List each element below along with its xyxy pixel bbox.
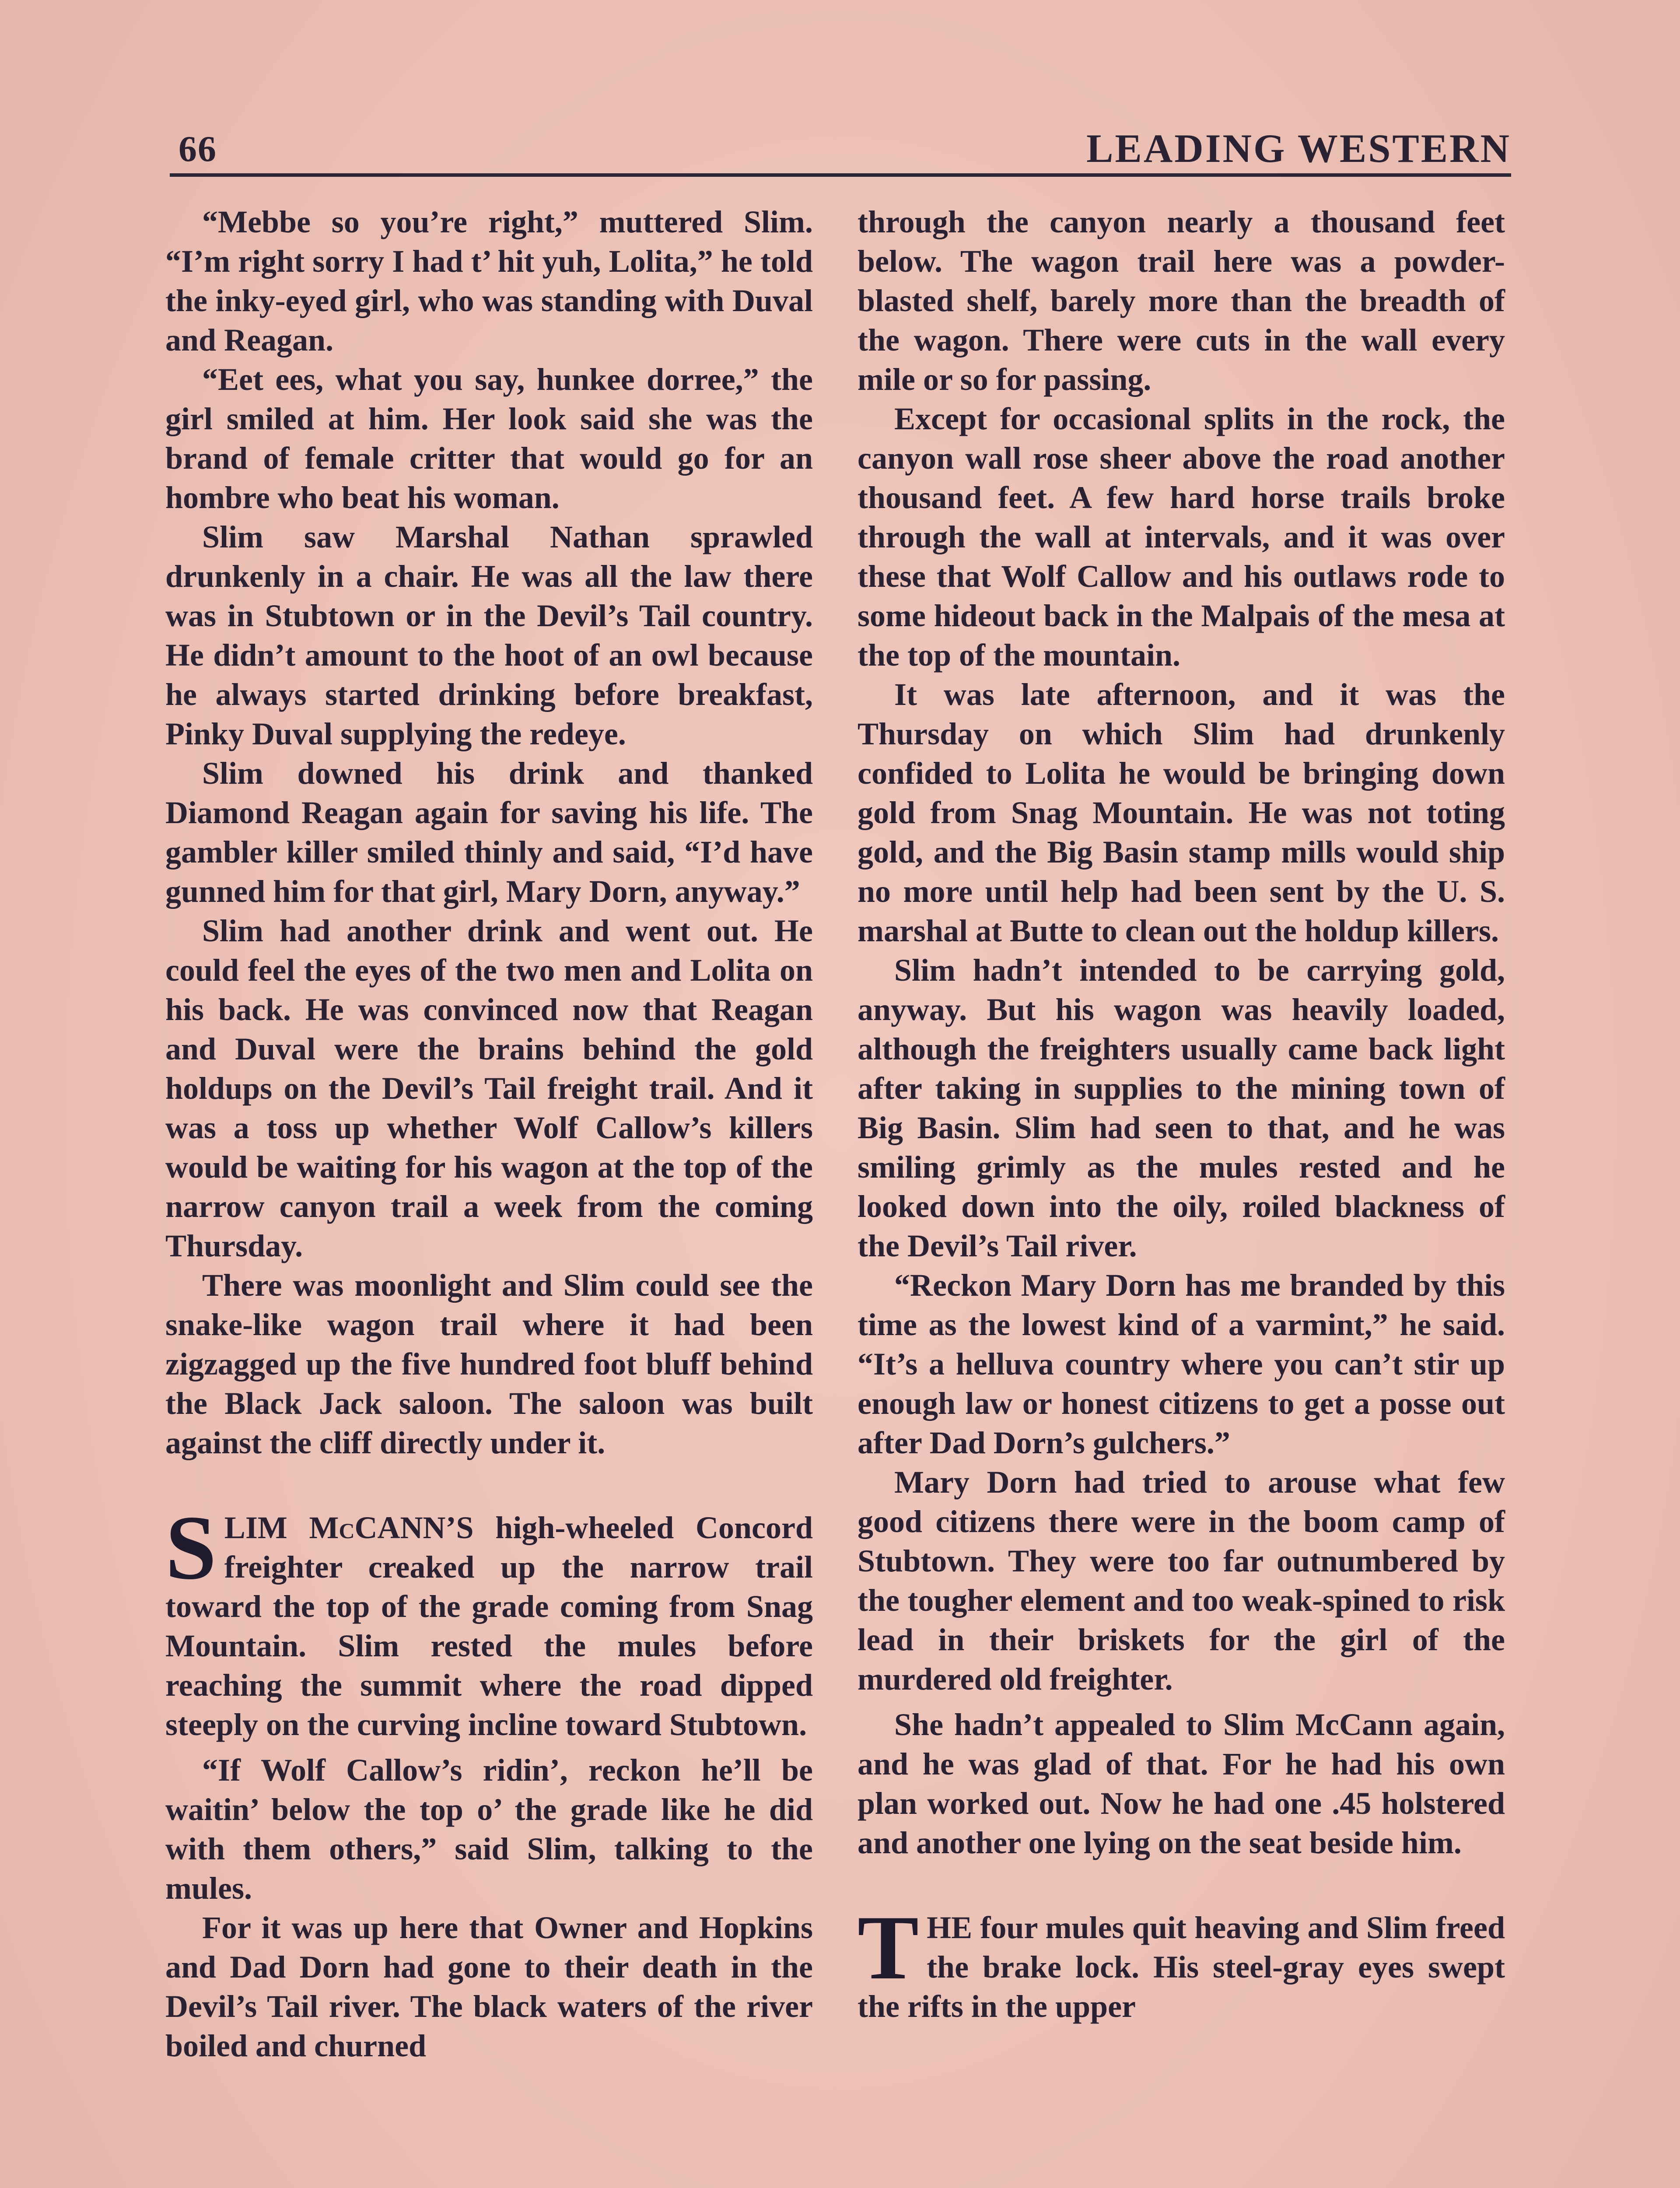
right-column	[858, 202, 1505, 2026]
small-caps-lead: HE	[927, 1910, 973, 1945]
paragraph: Mary Dorn had tried to arouse what few good citizens there were in the boom camp of Stubtown. They were too far outnumbered by the tougher element and too weak-spined to risk lead in their briskets for the girl of the murdered old freighter.	[858, 1465, 1505, 1697]
paragraph: “Reckon Mary Dorn has me branded by this time as the lowest kind of a varmint,” he said. “It’s a helluva country where you can’t stir up enough law or honest citizens to get a posse out after Dad Dorn’s gulchers.”	[858, 1268, 1505, 1460]
paragraph: There was moonlight and Slim could see the snake-like wagon trail where it had been zigzagged up the five hundred foot bluff behind the Black Jack saloon. The saloon was built against the cliff directly under it.	[165, 1268, 813, 1460]
paragraph: “Eet ees, what you say, hunkee dorree,” the girl smiled at him. Her look said she was the brand of female critter that would go for an hombre who beat his woman.	[165, 362, 813, 515]
paragraph: It was late afternoon, and it was the Thursday on which Slim had drunkenly confided to Lolita he would be bringing down gold from Snag Mountain. He was not toting gold, and the Big Basin stamp mills would ship no more until help had been sent by the U. S. marshal at Butte to clean out the holdup killers.	[858, 677, 1505, 948]
continued-paragraph: through the canyon nearly a thousand feet below. The wagon trail here was a powder-blasted shelf, barely more than the breadth of the wagon. There were cuts in the wall every mile or so for passing.	[858, 204, 1505, 397]
section-opening-paragraph	[165, 1497, 813, 1744]
paragraph-text: high-wheeled Concord freighter creaked up the narrow trail toward the top of the grade coming from Snag Mountain. Slim rested the mules before reaching the summit where the road dipped steeply on the curving incline toward Stubtown.	[165, 1510, 813, 1742]
paragraph: Except for occasional splits in the rock, the canyon wall rose sheer above the road another thousand feet. A few hard horse trails broke through the wall at intervals, and it was over these that Wolf Callow and his outlaws rode to some hideout back in the Malpais of the mesa at the top of the mountain.	[858, 401, 1505, 673]
paragraph: For it was up here that Owner and Hopkins and Dad Dorn had gone to their death in the Devil’s Tail river. The black waters of the river boiled and churned	[165, 1910, 813, 2063]
drop-cap: S	[165, 1497, 217, 1599]
section-opening-paragraph	[858, 1897, 1505, 2026]
paragraph: Slim hadn’t intended to be carrying gold, anyway. But his wagon was heavily loaded, although the freighters usually came back light after taking in supplies to the mining town of Big Basin. Slim had seen to that, and he was smiling grimly as the mules rested and he looked down into the oily, roiled blackness of the Devil’s Tail river.	[858, 953, 1505, 1263]
paragraph: Slim had another drink and went out. He could feel the eyes of the two men and Lolita on his back. He was convinced now that Reagan and Duval were the brains behind the gold holdups on the Devil’s Tail freight trail. And it was a toss up whether Wolf Callow’s killers would be waiting for his wagon at the top of the narrow canyon trail a week from the coming Thursday.	[165, 913, 813, 1263]
running-head-title: LEADING WESTERN	[1086, 126, 1511, 171]
paragraph: Slim saw Marshal Nathan sprawled drunkenly in a chair. He was all the law there was in Stubtown or in the Devil’s Tail country. He didn’t amount to the hoot of an owl because he always started drinking before breakfast, Pinky Duval supplying the redeye.	[165, 519, 813, 751]
drop-cap: T	[858, 1897, 919, 1999]
left-column	[165, 202, 813, 2065]
small-caps-lead: LIM McCANN’S	[224, 1510, 474, 1545]
paragraph: “Mebbe so you’re right,” muttered Slim. “I’m right sorry I had t’ hit yuh, Lolita,” he told the inky-eyed girl, who was standing with Duval and Reagan.	[165, 204, 813, 358]
page-header	[170, 125, 1511, 177]
paragraph-text: four mules quit heaving and Slim freed the brake lock. His steel-gray eyes swept the rifts in the upper	[858, 1910, 1505, 2024]
page-number: 66	[178, 129, 217, 169]
paragraph: Slim downed his drink and thanked Diamond Reagan again for saving his life. The gambler killer smiled thinly and said, “I’d have gunned him for that girl, Mary Dorn, anyway.”	[165, 756, 813, 909]
paragraph: “If Wolf Callow’s ridin’, reckon he’ll be waitin’ below the top o’ the grade like he did with them others,” said Slim, talking to the mules.	[165, 1753, 813, 1906]
paragraph: She hadn’t appealed to Slim McCann again, and he was glad of that. For he had his own plan worked out. Now he had one .45 holstered and another one lying on the seat beside him.	[858, 1707, 1505, 1860]
